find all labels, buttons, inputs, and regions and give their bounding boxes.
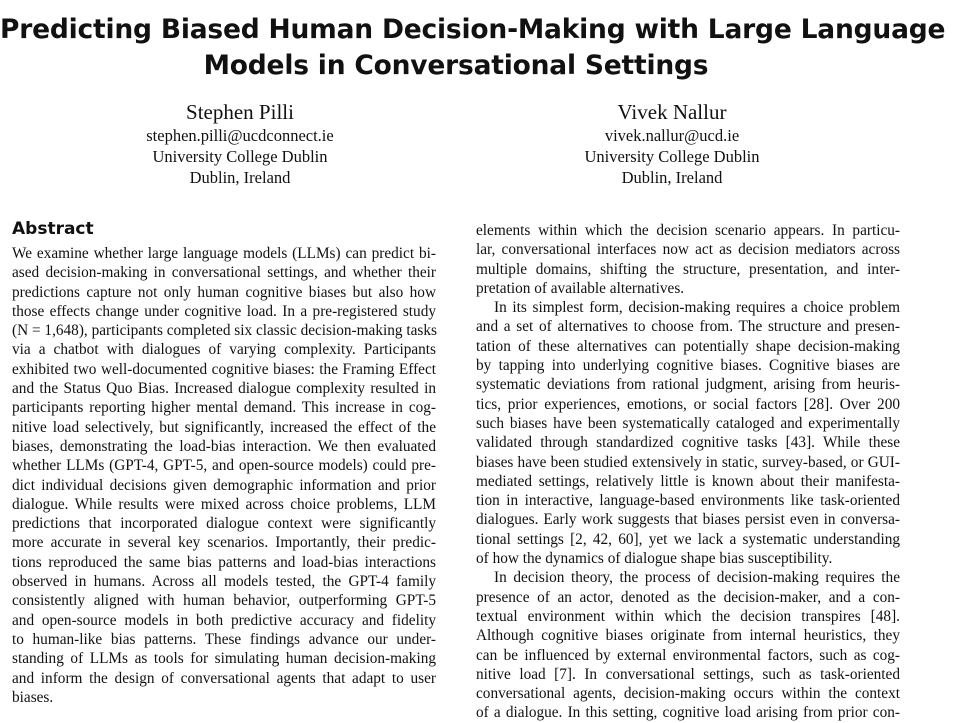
abstract-line: (N = 1,648), participants completed six classic decision-making tasks bbox=[12, 322, 437, 340]
body-line: validated through standardized cognitive tasks [43]. While these bbox=[476, 434, 900, 452]
abstract-heading: Abstract bbox=[12, 219, 94, 239]
author-email: vivek.nallur@ucd.ie bbox=[604, 126, 740, 145]
body-line: mediated settings, relatively little is known about their manifesta- bbox=[476, 472, 900, 490]
body-line: nitive load [7]. In conversational settings, such as task-oriented bbox=[476, 665, 900, 683]
abstract-column bbox=[12, 218, 436, 707]
body-line: of a dialogue. In this setting, cognitive load arising from prior con- bbox=[476, 704, 900, 722]
abstract-line: more accurate in several key scenarios. Importantly, their predic- bbox=[12, 534, 436, 552]
abstract-line: and open-source models in both predictive accuracy and fidelity bbox=[12, 611, 436, 629]
body-line: In decision theory, the process of decision-making requires the bbox=[494, 569, 900, 587]
abstract-line: consistently aligned with human behavior, outperforming GPT-5 bbox=[12, 592, 436, 610]
author-name: Vivek Nallur bbox=[617, 100, 727, 124]
abstract-line: predictions capture not only human cognitive biases but also how bbox=[12, 283, 436, 301]
author-affiliation: University College Dublin bbox=[584, 147, 760, 166]
body-line: In its simplest form, decision-making requires a choice problem bbox=[494, 299, 900, 317]
paper-title bbox=[0, 12, 946, 84]
abstract-line: predictions that incorporated dialogue context were significantly bbox=[12, 515, 436, 533]
body-line: elements within which the decision scenario appears. In particu- bbox=[476, 222, 900, 239]
abstract-line: and the Status Quo Bias. Increased dialogue complexity resulted in bbox=[12, 380, 436, 398]
body-line: tional settings [2, 42, 60], yet we lack a systematic understanding bbox=[476, 530, 900, 548]
author-name: Stephen Pilli bbox=[186, 100, 294, 124]
abstract-line: participants reporting higher mental demand. This increase in cog- bbox=[12, 399, 436, 417]
abstract-line: We examine whether large language models (LLMs) can predict bi- bbox=[12, 245, 436, 262]
abstract-line: ased decision-making in conversational settings, and whether their bbox=[12, 264, 436, 282]
abstract-line: nitive load selectively, but significantly, increased the effect of the bbox=[12, 418, 436, 436]
paper-title-line-1: Predicting Biased Human Decision-Making with Large Language bbox=[0, 14, 946, 45]
body-line: systematic deviations from rational judgment, arising from heuris- bbox=[476, 376, 900, 394]
abstract-line: via a chatbot with dialogues of varying complexity. Participants bbox=[12, 341, 436, 359]
abstract-line: dict individual decisions given demographic information and prior bbox=[12, 476, 436, 494]
abstract-line: those effects change under cognitive load. In a pre-registered study bbox=[12, 302, 436, 320]
body-line: and a set of alternatives to choose from. The structure and presen- bbox=[476, 318, 900, 336]
author-location: Dublin, Ireland bbox=[189, 168, 291, 187]
abstract-line: dialogue. While results were mixed across choice problems, LLM bbox=[12, 495, 436, 513]
body-line: of how the dynamics of dialogue shape bias susceptibility. bbox=[476, 550, 833, 568]
abstract-line: standing of LLMs as tools for simulating human decision-making bbox=[12, 650, 436, 668]
author-location: Dublin, Ireland bbox=[621, 168, 723, 187]
body-line: by tapping into underlying cognitive biases. Cognitive biases are bbox=[476, 357, 900, 375]
abstract-line: biases, demonstrating the load-bias interaction. We then evaluated bbox=[12, 437, 436, 455]
author-block-2 bbox=[522, 99, 822, 188]
body-line: multiple domains, shifting the structure, presentation, and inter- bbox=[476, 260, 900, 278]
abstract-line: exhibited two well-documented cognitive biases: the Framing Effect bbox=[12, 360, 436, 378]
author-affiliation: University College Dublin bbox=[152, 147, 328, 166]
abstract-line: observed in humans. Across all models tested, the GPT-4 family bbox=[12, 573, 436, 591]
body-line: dialogues. Early work suggests that biases persist even in conversa- bbox=[476, 511, 900, 529]
author-block-1 bbox=[90, 99, 390, 188]
abstract-line: to human-like bias patterns. These findings advance our under- bbox=[12, 630, 436, 648]
body-line: textual environment within which the decision transpires [48]. bbox=[476, 607, 900, 625]
paper-title-line-2: Models in Conversational Settings bbox=[203, 50, 709, 81]
abstract-line: biases. bbox=[12, 688, 54, 706]
abstract-line: tions reproduced the same bias patterns and load-bias interactions bbox=[12, 553, 436, 571]
body-line: tion in interactive, language-based environments like task-oriented bbox=[476, 492, 900, 510]
author-email: stephen.pilli@ucdconnect.ie bbox=[146, 126, 334, 145]
body-line: presence of an actor, denoted as the decision-maker, and a con- bbox=[476, 588, 900, 606]
body-line: Although cognitive biases originate from internal heuristics, they bbox=[476, 627, 900, 645]
body-line: conversational agents, decision-making occurs within the context bbox=[476, 685, 900, 703]
body-line: can be influenced by external environmental factors, such as cog- bbox=[476, 646, 900, 664]
abstract-line: and inform the design of conversational agents that adapt to user bbox=[12, 669, 436, 687]
body-line: pretation of available alternatives. bbox=[476, 279, 685, 297]
abstract-line: whether LLMs (GPT-4, GPT-5, and open-source models) could pre- bbox=[12, 457, 436, 475]
abstract-text bbox=[12, 244, 436, 707]
body-line: tics, prior experiences, emotions, or social factors [28]. Over 200 bbox=[476, 395, 900, 413]
body-line: biases have been studied extensively in static, survey-based, or GUI- bbox=[476, 453, 900, 471]
body-line: such biases have been systematically cataloged and experimentally bbox=[476, 414, 900, 432]
body-line: tation of these alternatives can potentially shape decision-making bbox=[476, 337, 900, 355]
body-line: lar, conversational interfaces now act as decision mediators across bbox=[476, 241, 900, 259]
body-column bbox=[476, 221, 900, 723]
